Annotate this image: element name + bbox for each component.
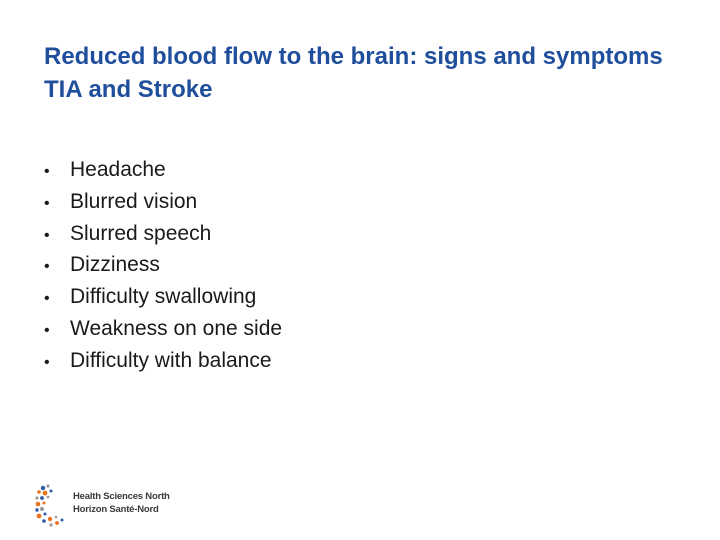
list-item <box>44 158 282 190</box>
bullet-icon: • <box>44 163 50 180</box>
bullet-icon: • <box>44 226 50 244</box>
list-item-text: Slurred speech <box>70 221 212 245</box>
organization-logo <box>34 482 174 530</box>
logo-line-english: Health Sciences North <box>73 491 170 502</box>
list-item <box>44 285 282 317</box>
list-item <box>44 253 282 285</box>
logo-line-french: Horizon Santé-Nord <box>73 503 159 515</box>
bullet-icon: • <box>44 321 50 339</box>
dotted-swirl-logo-icon <box>34 482 68 528</box>
list-item-text: Difficulty with balance <box>70 348 272 372</box>
list-item <box>44 222 282 254</box>
list-item <box>44 349 282 381</box>
list-item-text: Weakness on one side <box>70 316 283 340</box>
list-item-text: Dizziness <box>70 253 160 277</box>
list-item-text: Blurred vision <box>70 189 198 213</box>
slide-title: Reduced blood flow to the brain: signs and symptoms TIA and Stroke <box>44 43 663 103</box>
bullet-icon: • <box>44 353 50 371</box>
logo-wordmark <box>73 491 170 516</box>
bullet-icon: • <box>44 290 50 308</box>
list-item-text: Headache <box>70 158 166 181</box>
bullet-icon: • <box>44 194 50 212</box>
list-item <box>44 190 282 222</box>
bullet-icon: • <box>44 258 50 276</box>
symptom-list <box>44 158 282 381</box>
list-item <box>44 317 282 349</box>
list-item-text: Difficulty swallowing <box>70 285 257 309</box>
